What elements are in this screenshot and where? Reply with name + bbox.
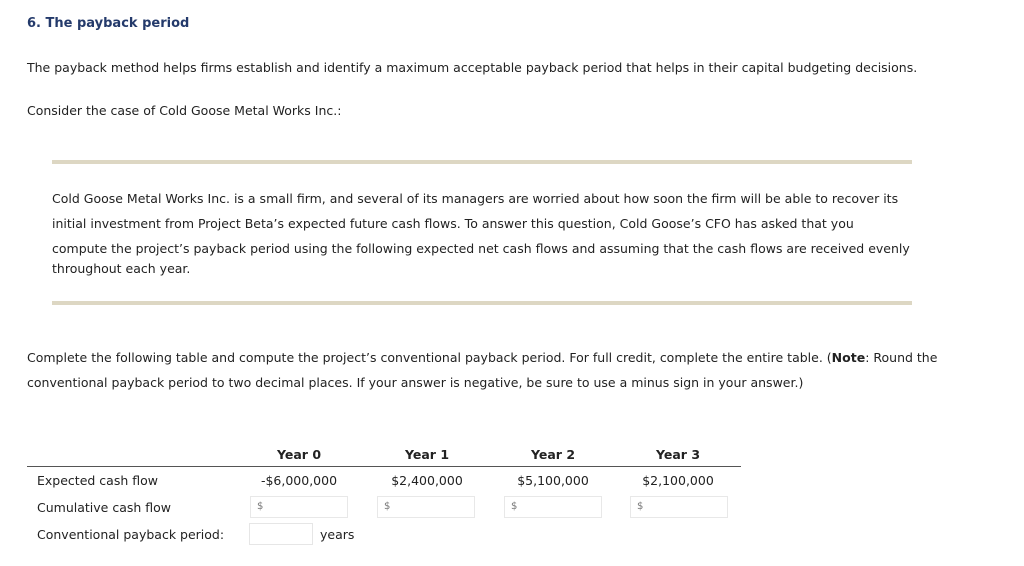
case-line: Consider the case of Cold Goose Metal Works Inc.: xyxy=(27,103,342,118)
table-header-rule xyxy=(27,466,741,467)
header-year-0: Year 0 xyxy=(276,447,322,462)
header-year-2: Year 2 xyxy=(530,447,576,462)
scenario-box xyxy=(52,186,912,286)
cumulative-input-year-0[interactable] xyxy=(250,496,348,518)
note-label: Note xyxy=(831,350,866,365)
expected-cash-flow-year-0: -$6,000,000 xyxy=(260,473,338,488)
payback-period-input[interactable] xyxy=(249,523,313,545)
payback-period-label: Conventional payback period: xyxy=(37,527,225,542)
header-year-3: Year 3 xyxy=(655,447,701,462)
question-title: 6. The payback period xyxy=(27,16,190,31)
instructions-line-2: conventional payback period to two decimal places. If your answer is negative, be sure to use a minus sign in your answer.) xyxy=(27,375,804,390)
scenario-line: Cold Goose Metal Works Inc. is a small firm, and several of its managers are worried about how soon the firm will be able to recover its xyxy=(52,191,899,206)
expected-cash-flow-year-1: $2,400,000 xyxy=(391,473,463,488)
dollar-sign: $ xyxy=(257,501,264,512)
dollar-sign: $ xyxy=(637,501,644,512)
cumulative-input-year-3[interactable] xyxy=(630,496,728,518)
scenario-bottom-rule xyxy=(52,301,912,305)
payback-unit: years xyxy=(320,527,355,542)
scenario-top-rule xyxy=(52,160,912,164)
header-year-1: Year 1 xyxy=(404,447,450,462)
intro-text: The payback method helps firms establish and identify a maximum acceptable payback period that helps in their capital budgeting decisions. xyxy=(27,60,918,75)
expected-cash-flow-year-2: $5,100,000 xyxy=(517,473,589,488)
expected-cash-flow-label: Expected cash flow xyxy=(37,473,158,488)
cumulative-input-year-2[interactable] xyxy=(504,496,602,518)
instructions xyxy=(27,345,987,395)
cumulative-input-year-1[interactable] xyxy=(377,496,475,518)
cumulative-cash-flow-label: Cumulative cash flow xyxy=(37,500,172,515)
dollar-sign: $ xyxy=(511,501,518,512)
expected-cash-flow-year-3: $2,100,000 xyxy=(642,473,714,488)
scenario-line: throughout each year. xyxy=(52,261,191,276)
scenario-line: initial investment from Project Beta’s expected future cash flows. To answer this question, Cold Goose’s CFO has asked that you xyxy=(52,216,854,231)
dollar-sign: $ xyxy=(384,501,391,512)
scenario-line: compute the project’s payback period using the following expected net cash flows and assuming that the cash flows are received evenly xyxy=(52,241,910,256)
instructions-line-1: Complete the following table and compute the project’s conventional payback period. For full credit, complete the entire table. (Note: Round the xyxy=(27,350,938,365)
